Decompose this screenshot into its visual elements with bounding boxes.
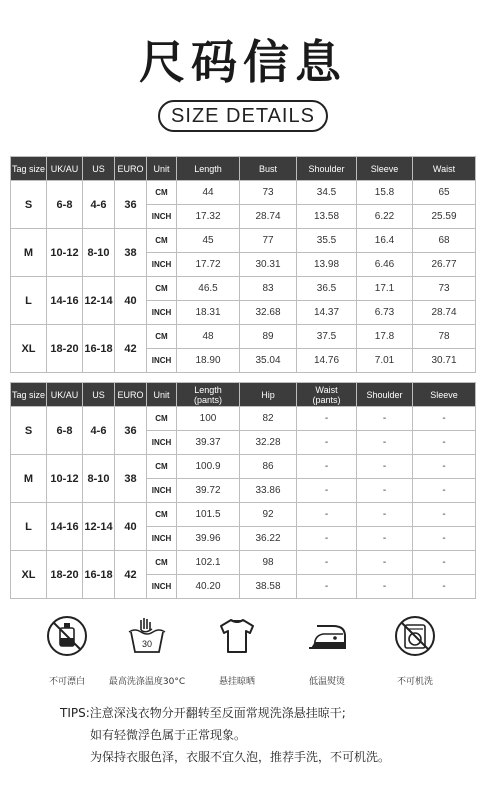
size-cell-us: 8-10 bbox=[83, 455, 115, 503]
size-cell-us: 8-10 bbox=[83, 229, 115, 277]
measure-cell: 100.9 bbox=[177, 455, 240, 479]
size-cell-uk: 14-16 bbox=[47, 503, 83, 551]
measure-cell: - bbox=[357, 527, 413, 551]
column-header: Sleeve bbox=[357, 157, 413, 181]
size-cell-euro: 40 bbox=[115, 503, 147, 551]
no-bleach-icon bbox=[45, 614, 89, 658]
measure-cell: 16.4 bbox=[357, 229, 413, 253]
tips-line-3: 为保持衣服色泽，衣服不宜久泡，推荐手洗，不可机洗。 bbox=[90, 750, 391, 764]
column-header: EURO bbox=[115, 157, 147, 181]
table-header-row bbox=[11, 157, 476, 181]
measure-cell: - bbox=[413, 431, 476, 455]
care-label: 低温熨烫 bbox=[308, 677, 345, 687]
unit-cell: CM bbox=[147, 229, 177, 253]
measure-cell: 30.31 bbox=[240, 253, 297, 277]
measure-cell: 30.71 bbox=[413, 349, 476, 373]
measure-cell: 28.74 bbox=[413, 301, 476, 325]
size-cell-euro: 42 bbox=[115, 551, 147, 599]
measure-cell: - bbox=[413, 551, 476, 575]
measure-cell: 32.68 bbox=[240, 301, 297, 325]
measure-cell: - bbox=[357, 551, 413, 575]
unit-cell: CM bbox=[147, 181, 177, 205]
unit-cell: CM bbox=[147, 407, 177, 431]
measure-cell: 45 bbox=[177, 229, 240, 253]
size-cell-tag: L bbox=[11, 503, 47, 551]
column-header: Waist (pants) bbox=[297, 383, 357, 407]
measure-cell: 100 bbox=[177, 407, 240, 431]
size-cell-us: 4-6 bbox=[83, 407, 115, 455]
measure-cell: 65 bbox=[413, 181, 476, 205]
care-item-hang-dry bbox=[192, 614, 282, 687]
measure-cell: - bbox=[413, 407, 476, 431]
size-cell-tag: M bbox=[11, 229, 47, 277]
unit-cell: CM bbox=[147, 455, 177, 479]
unit-cell: INCH bbox=[147, 479, 177, 503]
unit-cell: CM bbox=[147, 551, 177, 575]
unit-cell: INCH bbox=[147, 301, 177, 325]
measure-cell: 98 bbox=[240, 551, 297, 575]
size-cell-tag: L bbox=[11, 277, 47, 325]
size-cell-us: 4-6 bbox=[83, 181, 115, 229]
measure-cell: 34.5 bbox=[297, 181, 357, 205]
size-cell-uk: 14-16 bbox=[47, 277, 83, 325]
table-header-row bbox=[11, 383, 476, 407]
column-header: Bust bbox=[240, 157, 297, 181]
care-label: 最高洗涤温度30°C bbox=[108, 677, 186, 687]
unit-cell: INCH bbox=[147, 431, 177, 455]
size-cell-uk: 10-12 bbox=[47, 455, 83, 503]
column-header: EURO bbox=[115, 383, 147, 407]
measure-cell: 6.73 bbox=[357, 301, 413, 325]
measure-cell: 28.74 bbox=[240, 205, 297, 229]
measure-cell: - bbox=[413, 479, 476, 503]
svg-text:30: 30 bbox=[141, 639, 153, 649]
measure-cell: 83 bbox=[240, 277, 297, 301]
care-tips bbox=[60, 702, 476, 768]
measure-cell: - bbox=[357, 503, 413, 527]
measure-cell: - bbox=[413, 503, 476, 527]
measure-cell: - bbox=[357, 575, 413, 599]
measure-cell: 39.72 bbox=[177, 479, 240, 503]
measure-cell: 17.32 bbox=[177, 205, 240, 229]
measure-cell: 14.76 bbox=[297, 349, 357, 373]
tips-line-1: TIPS:注意深浅衣物分开翻转至反面常规洗涤悬挂晾干; bbox=[60, 706, 346, 720]
column-header: US bbox=[83, 383, 115, 407]
size-cell-tag: XL bbox=[11, 551, 47, 599]
size-cell-us: 12-14 bbox=[83, 277, 115, 325]
column-header: Length (pants) bbox=[177, 383, 240, 407]
unit-cell: INCH bbox=[147, 349, 177, 373]
measure-cell: - bbox=[413, 455, 476, 479]
measure-cell: 35.5 bbox=[297, 229, 357, 253]
size-cell-tag: XL bbox=[11, 325, 47, 373]
measure-cell: 13.98 bbox=[297, 253, 357, 277]
table-row bbox=[11, 181, 476, 205]
table-row bbox=[11, 325, 476, 349]
measure-cell: 36.5 bbox=[297, 277, 357, 301]
measure-cell: 35.04 bbox=[240, 349, 297, 373]
table-row bbox=[11, 551, 476, 575]
size-cell-euro: 42 bbox=[115, 325, 147, 373]
measure-cell: 38.58 bbox=[240, 575, 297, 599]
measure-cell: - bbox=[297, 455, 357, 479]
bottom-size-table bbox=[10, 382, 476, 599]
column-header: Hip bbox=[240, 383, 297, 407]
measure-cell: 32.28 bbox=[240, 431, 297, 455]
unit-cell: INCH bbox=[147, 575, 177, 599]
size-cell-uk: 10-12 bbox=[47, 229, 83, 277]
measure-cell: 6.46 bbox=[357, 253, 413, 277]
size-cell-uk: 6-8 bbox=[47, 407, 83, 455]
measure-cell: - bbox=[357, 431, 413, 455]
column-header: Length bbox=[177, 157, 240, 181]
top-size-table bbox=[10, 156, 476, 373]
measure-cell: 18.90 bbox=[177, 349, 240, 373]
measure-cell: 39.37 bbox=[177, 431, 240, 455]
size-cell-uk: 18-20 bbox=[47, 551, 83, 599]
unit-cell: INCH bbox=[147, 253, 177, 277]
measure-cell: - bbox=[413, 527, 476, 551]
column-header: US bbox=[83, 157, 115, 181]
measure-cell: 37.5 bbox=[297, 325, 357, 349]
unit-cell: INCH bbox=[147, 527, 177, 551]
column-header: Shoulder bbox=[297, 157, 357, 181]
size-cell-uk: 6-8 bbox=[47, 181, 83, 229]
size-cell-us: 12-14 bbox=[83, 503, 115, 551]
measure-cell: 68 bbox=[413, 229, 476, 253]
unit-cell: INCH bbox=[147, 205, 177, 229]
measure-cell: 77 bbox=[240, 229, 297, 253]
size-cell-euro: 38 bbox=[115, 455, 147, 503]
care-label: 悬挂晾晒 bbox=[218, 677, 255, 687]
measure-cell: - bbox=[357, 479, 413, 503]
measure-cell: 6.22 bbox=[357, 205, 413, 229]
size-cell-tag: M bbox=[11, 455, 47, 503]
measure-cell: 25.59 bbox=[413, 205, 476, 229]
column-header: Tag size bbox=[11, 157, 47, 181]
care-item-no-machine-wash bbox=[370, 614, 460, 687]
column-header: Waist bbox=[413, 157, 476, 181]
measure-cell: 102.1 bbox=[177, 551, 240, 575]
column-header: UK/AU bbox=[47, 383, 83, 407]
column-header: Unit bbox=[147, 157, 177, 181]
hand-wash-30-icon bbox=[125, 614, 169, 658]
column-header: Shoulder bbox=[357, 383, 413, 407]
measure-cell: 14.37 bbox=[297, 301, 357, 325]
measure-cell: 44 bbox=[177, 181, 240, 205]
measure-cell: 40.20 bbox=[177, 575, 240, 599]
size-cell-euro: 36 bbox=[115, 407, 147, 455]
low-iron-icon bbox=[305, 614, 349, 658]
measure-cell: - bbox=[297, 527, 357, 551]
size-cell-us: 16-18 bbox=[83, 325, 115, 373]
column-header: UK/AU bbox=[47, 157, 83, 181]
size-cell-euro: 36 bbox=[115, 181, 147, 229]
measure-cell: 36.22 bbox=[240, 527, 297, 551]
measure-cell: 73 bbox=[413, 277, 476, 301]
measure-cell: - bbox=[297, 407, 357, 431]
size-cell-euro: 38 bbox=[115, 229, 147, 277]
care-item-no-bleach bbox=[22, 614, 112, 687]
measure-cell: 86 bbox=[240, 455, 297, 479]
measure-cell: - bbox=[357, 455, 413, 479]
tips-line-2: 如有轻微浮色属于正常现象。 bbox=[90, 728, 247, 742]
measure-cell: 48 bbox=[177, 325, 240, 349]
table-row bbox=[11, 229, 476, 253]
unit-cell: CM bbox=[147, 277, 177, 301]
measure-cell: 18.31 bbox=[177, 301, 240, 325]
measure-cell: - bbox=[297, 503, 357, 527]
measure-cell: 101.5 bbox=[177, 503, 240, 527]
measure-cell: - bbox=[297, 551, 357, 575]
table-row bbox=[11, 455, 476, 479]
care-instructions bbox=[36, 614, 460, 694]
measure-cell: 82 bbox=[240, 407, 297, 431]
measure-cell: 89 bbox=[240, 325, 297, 349]
measure-cell: 92 bbox=[240, 503, 297, 527]
measure-cell: 78 bbox=[413, 325, 476, 349]
measure-cell: - bbox=[297, 479, 357, 503]
page-title: 尺码信息 bbox=[139, 35, 347, 89]
measure-cell: - bbox=[357, 407, 413, 431]
column-header: Sleeve bbox=[413, 383, 476, 407]
care-item-low-iron bbox=[282, 614, 372, 687]
size-cell-us: 16-18 bbox=[83, 551, 115, 599]
measure-cell: 46.5 bbox=[177, 277, 240, 301]
measure-cell: - bbox=[297, 431, 357, 455]
measure-cell: 39.96 bbox=[177, 527, 240, 551]
measure-cell: 73 bbox=[240, 181, 297, 205]
care-item-hand-wash bbox=[102, 614, 192, 687]
hang-dry-icon bbox=[215, 614, 259, 658]
measure-cell: 13.58 bbox=[297, 205, 357, 229]
column-header: Unit bbox=[147, 383, 177, 407]
unit-cell: CM bbox=[147, 503, 177, 527]
measure-cell: 17.72 bbox=[177, 253, 240, 277]
size-cell-uk: 18-20 bbox=[47, 325, 83, 373]
table-row bbox=[11, 503, 476, 527]
size-cell-euro: 40 bbox=[115, 277, 147, 325]
unit-cell: CM bbox=[147, 325, 177, 349]
table-row bbox=[11, 407, 476, 431]
column-header: Tag size bbox=[11, 383, 47, 407]
measure-cell: - bbox=[413, 575, 476, 599]
size-cell-tag: S bbox=[11, 407, 47, 455]
measure-cell: 33.86 bbox=[240, 479, 297, 503]
table-row bbox=[11, 277, 476, 301]
measure-cell: 15.8 bbox=[357, 181, 413, 205]
measure-cell: 17.1 bbox=[357, 277, 413, 301]
size-cell-tag: S bbox=[11, 181, 47, 229]
measure-cell: 17.8 bbox=[357, 325, 413, 349]
measure-cell: - bbox=[297, 575, 357, 599]
measure-cell: 26.77 bbox=[413, 253, 476, 277]
size-details-badge: SIZE DETAILS bbox=[158, 100, 328, 132]
care-label: 不可机洗 bbox=[396, 677, 433, 687]
care-label: 不可漂白 bbox=[48, 677, 85, 687]
no-machine-wash-icon bbox=[393, 614, 437, 658]
measure-cell: 7.01 bbox=[357, 349, 413, 373]
